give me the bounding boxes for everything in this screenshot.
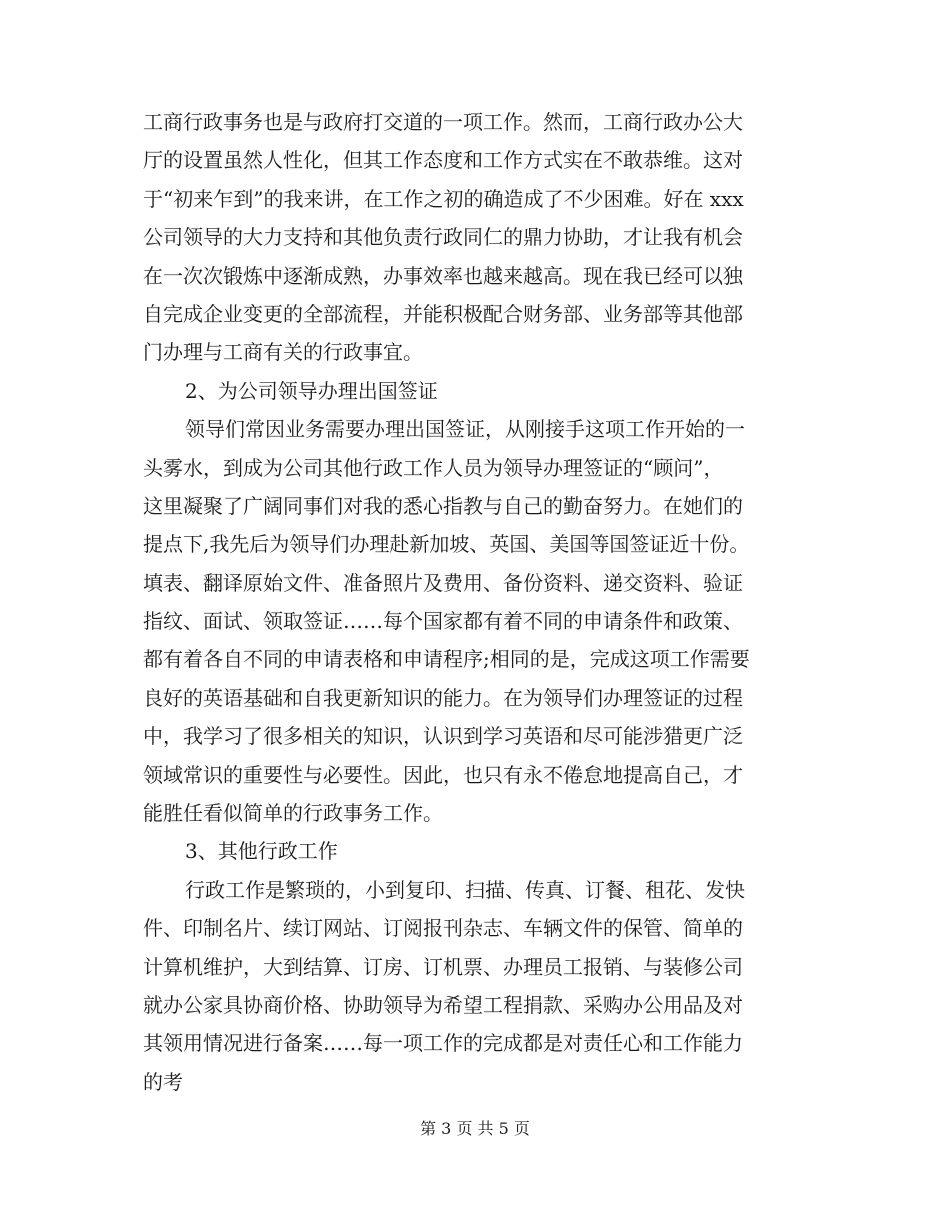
text-line: 其领用情况进行备案……每一项工作的完成都是对责任心和工作能力 (143, 1031, 743, 1056)
text-line: 3、其他行政工作 (185, 839, 338, 864)
text-line: 计算机维护，大到结算、订房、订机票、办理员工报销、与装修公司 (143, 954, 743, 979)
text-line: 件、印制名片、续订网站、订阅报刊杂志、车辆文件的保管、简单的 (143, 916, 743, 941)
text-line: 2、为公司领导办理出国签证 (185, 378, 438, 403)
text-line: 的考 (143, 1069, 183, 1094)
text-line: 在一次次锻炼中逐渐成熟，办事效率也越来越高。现在我已经可以独 (143, 263, 743, 288)
text-line: 这里凝聚了广阔同事们对我的悉心指教与自己的勤奋努力。在她们的 (143, 493, 743, 518)
page-footer: 第 3 页 共 5 页 (420, 1119, 530, 1138)
text-line: 行政工作是繁琐的，小到复印、扫描、传真、订餐、租花、发快 (185, 877, 745, 902)
text-line: 厅的设置虽然人性化，但其工作态度和工作方式实在不敢恭维。这对 (143, 148, 743, 173)
text-line: 都有着各自不同的申请表格和申请程序;相同的是，完成这项工作需要 (143, 647, 750, 672)
text-line: 自完成企业变更的全部流程，并能积极配合财务部、业务部等其他部 (143, 301, 743, 326)
text-line: 提点下,我先后为领导们办理赴新加坡、英国、美国等国签证近十份。 (143, 532, 750, 557)
text-line: 公司领导的大力支持和其他负责行政同仁的鼎力协助，才让我有机会 (143, 225, 743, 250)
text-line: 于“初来乍到”的我来讲，在工作之初的确造成了不少困难。好在 xxx (143, 186, 744, 211)
text-line: 就办公家具协商价格、协助领导为希望工程捐款、采购办公用品及对 (143, 992, 743, 1017)
text-line: 领导们常因业务需要办理出国签证，从刚接手这项工作开始的一 (185, 417, 745, 442)
text-line: 填表、翻译原始文件、准备照片及费用、备份资料、递交资料、验证 (143, 570, 743, 595)
text-line: 良好的英语基础和自我更新知识的能力。在为领导们办理签证的过程 (143, 685, 743, 710)
document-body (143, 103, 815, 1101)
text-line: 能胜任看似简单的行政事务工作。 (143, 801, 443, 826)
text-line: 指纹、面试、领取签证……每个国家都有着不同的申请条件和政策、 (143, 609, 743, 634)
text-line: 中，我学习了很多相关的知识，认识到学习英语和尽可能涉猎更广泛 (143, 724, 743, 749)
text-line: 门办理与工商有关的行政事宜。 (143, 340, 423, 365)
text-line: 领域常识的重要性与必要性。因此，也只有永不倦怠地提高自己，才 (143, 762, 743, 787)
text-line: 头雾水，到成为公司其他行政工作人员为领导办理签证的“顾问”， (143, 455, 724, 480)
text-line: 工商行政事务也是与政府打交道的一项工作。然而，工商行政办公大 (143, 110, 743, 134)
